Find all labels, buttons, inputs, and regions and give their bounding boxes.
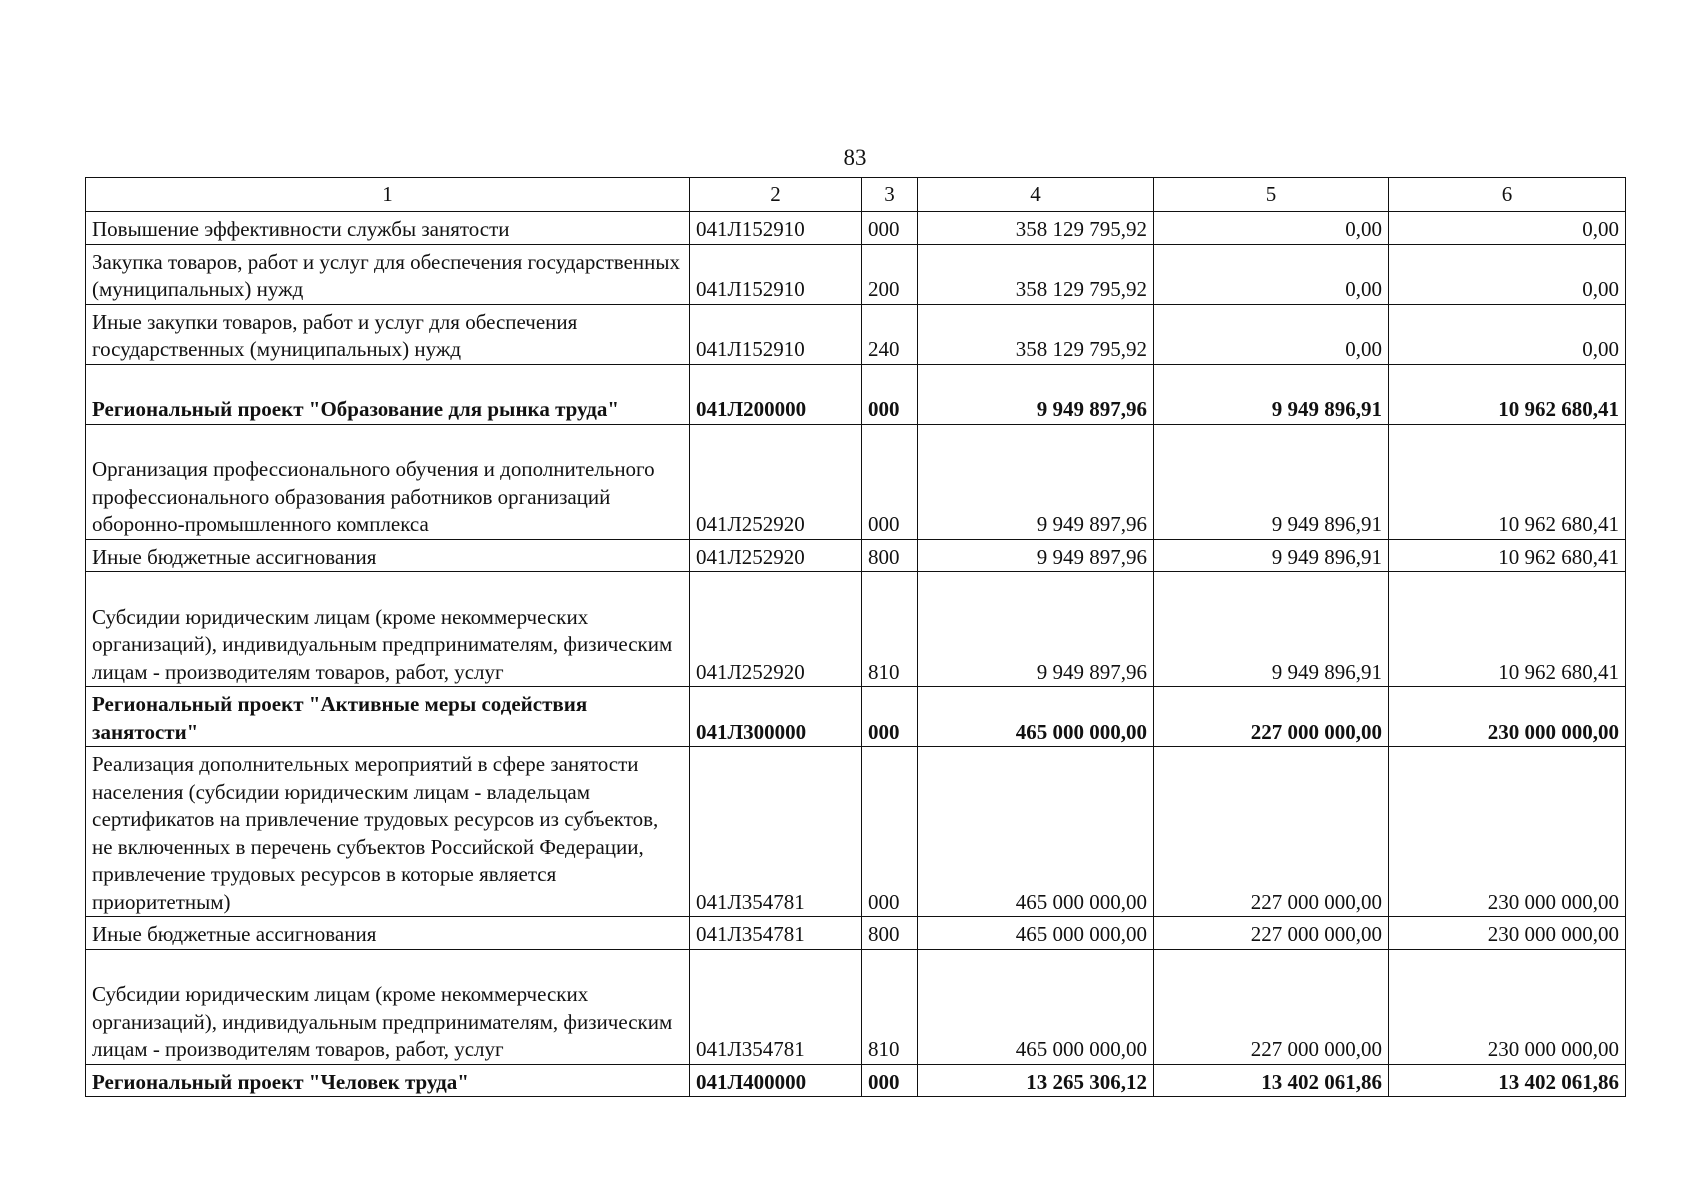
- row-amount-col-4: 465 000 000,00: [918, 687, 1154, 747]
- row-amount-col-6: 10 962 680,41: [1389, 364, 1626, 424]
- table-row: [86, 687, 1626, 747]
- budget-table: [85, 177, 1626, 1097]
- row-expense-type: 000: [862, 212, 918, 245]
- row-amount-col-4: 465 000 000,00: [918, 747, 1154, 917]
- row-amount-col-4: 9 949 897,96: [918, 424, 1154, 539]
- row-expense-type: 000: [862, 1064, 918, 1097]
- row-amount-col-5: 227 000 000,00: [1154, 747, 1389, 917]
- table-row: [86, 572, 1626, 687]
- row-amount-col-5: 227 000 000,00: [1154, 949, 1389, 1064]
- row-name: Субсидии юридическим лицам (кроме некоммерческих организаций), индивидуальным предпринимателям, физическим лицам - производителям товаров, работ, услуг: [86, 572, 690, 687]
- row-amount-col-4: 9 949 897,96: [918, 572, 1154, 687]
- row-name: Реализация дополнительных мероприятий в сфере занятости населения (субсидии юридическим лицам - владельцам сертификатов на привлечение трудовых ресурсов из субъектов, не включенных в перечень субъектов Российской Федерации, привлечение трудовых ресурсов в которые является приоритетным): [86, 747, 690, 917]
- row-amount-col-6: 230 000 000,00: [1389, 747, 1626, 917]
- row-name: Иные закупки товаров, работ и услуг для обеспечения государственных (муниципальных) нужд: [86, 304, 690, 364]
- row-target-code: 041Л200000: [690, 364, 862, 424]
- row-target-code: 041Л152910: [690, 304, 862, 364]
- row-name: Иные бюджетные ассигнования: [86, 917, 690, 950]
- table-row: [86, 747, 1626, 917]
- row-name: Закупка товаров, работ и услуг для обеспечения государственных (муниципальных) нужд: [86, 244, 690, 304]
- row-expense-type: 810: [862, 949, 918, 1064]
- table-row: [86, 539, 1626, 572]
- row-expense-type: 240: [862, 304, 918, 364]
- row-target-code: 041Л252920: [690, 539, 862, 572]
- row-amount-col-6: 0,00: [1389, 212, 1626, 245]
- row-amount-col-6: 230 000 000,00: [1389, 917, 1626, 950]
- row-target-code: 041Л300000: [690, 687, 862, 747]
- row-amount-col-5: 0,00: [1154, 304, 1389, 364]
- row-amount-col-6: 0,00: [1389, 244, 1626, 304]
- row-expense-type: 000: [862, 747, 918, 917]
- header-col-4: 4: [918, 178, 1154, 212]
- row-amount-col-4: 358 129 795,92: [918, 212, 1154, 245]
- row-expense-type: 000: [862, 687, 918, 747]
- row-name: Региональный проект "Образование для рынка труда": [86, 364, 690, 424]
- table-row: [86, 1064, 1626, 1097]
- row-expense-type: 200: [862, 244, 918, 304]
- row-amount-col-4: 465 000 000,00: [918, 917, 1154, 950]
- table-row: [86, 917, 1626, 950]
- row-target-code: 041Л152910: [690, 244, 862, 304]
- header-col-3: 3: [862, 178, 918, 212]
- table-row: [86, 244, 1626, 304]
- row-amount-col-5: 227 000 000,00: [1154, 917, 1389, 950]
- row-expense-type: 000: [862, 424, 918, 539]
- row-name: Субсидии юридическим лицам (кроме некоммерческих организаций), индивидуальным предпринимателям, физическим лицам - производителям товаров, работ, услуг: [86, 949, 690, 1064]
- table-row: [86, 424, 1626, 539]
- header-row: [86, 178, 1626, 212]
- table-row: [86, 304, 1626, 364]
- row-amount-col-5: 0,00: [1154, 244, 1389, 304]
- row-target-code: 041Л400000: [690, 1064, 862, 1097]
- row-name: Региональный проект "Активные меры содействия занятости": [86, 687, 690, 747]
- row-amount-col-5: 9 949 896,91: [1154, 572, 1389, 687]
- row-amount-col-5: 9 949 896,91: [1154, 364, 1389, 424]
- row-name: Организация профессионального обучения и дополнительного профессионального образования работников организаций оборонно-промышленного комплекса: [86, 424, 690, 539]
- row-expense-type: 800: [862, 917, 918, 950]
- row-amount-col-6: 10 962 680,41: [1389, 424, 1626, 539]
- row-name: Региональный проект "Человек труда": [86, 1064, 690, 1097]
- row-target-code: 041Л252920: [690, 572, 862, 687]
- row-expense-type: 810: [862, 572, 918, 687]
- row-amount-col-6: 13 402 061,86: [1389, 1064, 1626, 1097]
- row-amount-col-6: 10 962 680,41: [1389, 539, 1626, 572]
- row-amount-col-6: 10 962 680,41: [1389, 572, 1626, 687]
- row-name: Иные бюджетные ассигнования: [86, 539, 690, 572]
- table-body: [86, 212, 1626, 1097]
- row-target-code: 041Л354781: [690, 747, 862, 917]
- page-number: 83: [843, 145, 867, 170]
- row-target-code: 041Л354781: [690, 949, 862, 1064]
- row-target-code: 041Л354781: [690, 917, 862, 950]
- row-expense-type: 000: [862, 364, 918, 424]
- header-col-6: 6: [1389, 178, 1626, 212]
- row-amount-col-6: 230 000 000,00: [1389, 949, 1626, 1064]
- header-col-5: 5: [1154, 178, 1389, 212]
- row-amount-col-5: 9 949 896,91: [1154, 539, 1389, 572]
- header-col-2: 2: [690, 178, 862, 212]
- row-expense-type: 800: [862, 539, 918, 572]
- row-amount-col-5: 9 949 896,91: [1154, 424, 1389, 539]
- row-amount-col-5: 227 000 000,00: [1154, 687, 1389, 747]
- row-amount-col-6: 0,00: [1389, 304, 1626, 364]
- row-amount-col-5: 13 402 061,86: [1154, 1064, 1389, 1097]
- row-amount-col-4: 465 000 000,00: [918, 949, 1154, 1064]
- row-amount-col-4: 9 949 897,96: [918, 364, 1154, 424]
- row-amount-col-4: 358 129 795,92: [918, 304, 1154, 364]
- table-row: [86, 949, 1626, 1064]
- row-amount-col-6: 230 000 000,00: [1389, 687, 1626, 747]
- table-row: [86, 364, 1626, 424]
- row-amount-col-4: 358 129 795,92: [918, 244, 1154, 304]
- table-row: [86, 212, 1626, 245]
- header-col-1: 1: [86, 178, 690, 212]
- row-amount-col-5: 0,00: [1154, 212, 1389, 245]
- row-target-code: 041Л252920: [690, 424, 862, 539]
- row-amount-col-4: 9 949 897,96: [918, 539, 1154, 572]
- row-amount-col-4: 13 265 306,12: [918, 1064, 1154, 1097]
- row-name: Повышение эффективности службы занятости: [86, 212, 690, 245]
- row-target-code: 041Л152910: [690, 212, 862, 245]
